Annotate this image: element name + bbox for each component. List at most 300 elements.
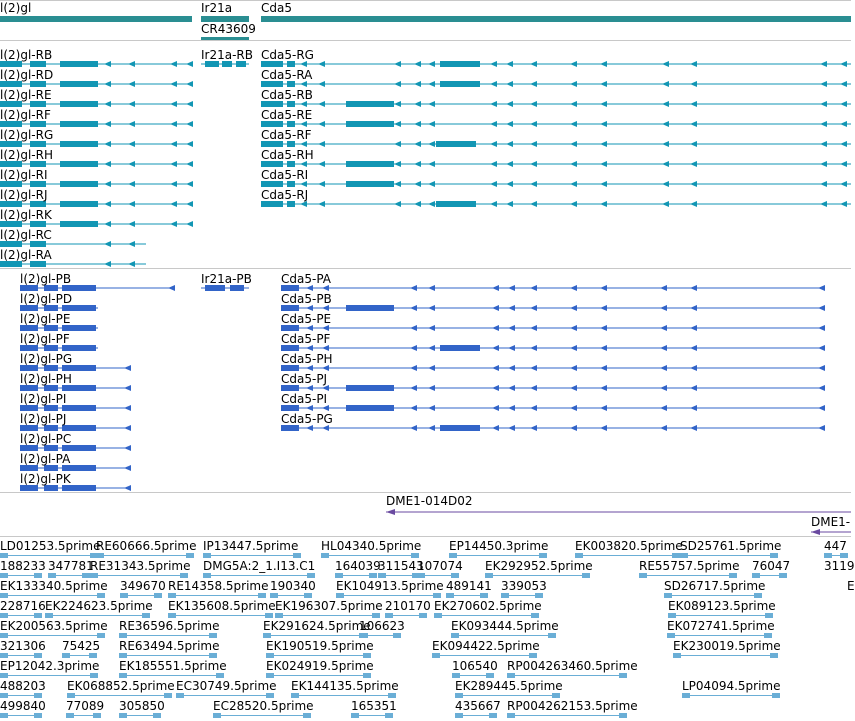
protein-cda5-7-block[interactable] [440, 425, 480, 431]
est-feature-line-15[interactable] [485, 575, 590, 576]
est-feature-line-30[interactable] [168, 615, 273, 616]
gene-bar-cda5[interactable] [261, 16, 851, 22]
est-label-58[interactable]: 499840 [0, 699, 46, 713]
est-label-54[interactable]: EC30749.5prime [176, 679, 277, 693]
est-feature-block-5[interactable] [575, 553, 583, 558]
protein-label-l2gl-7[interactable]: l(2)gl-PJ [20, 412, 67, 426]
est-feature-block-57[interactable] [682, 693, 690, 698]
est-feature-block-33[interactable] [531, 613, 539, 618]
est-feature-block-6[interactable] [770, 553, 778, 558]
est-feature-line-6[interactable] [680, 555, 778, 556]
est-label-11[interactable]: DMG5A:2_1.I13.C1 [203, 559, 316, 573]
est-feature-block-53[interactable] [67, 693, 75, 698]
est-feature-block-2[interactable] [203, 553, 211, 558]
est-label-2[interactable]: IP13447.5prime [203, 539, 299, 553]
transcript-label-l2gl-8[interactable]: l(2)gl-RK [0, 208, 52, 222]
est-label-17[interactable]: 76047 [752, 559, 791, 573]
protein-label-ir21a-pb[interactable]: Ir21a-PB [201, 272, 252, 286]
transcript-label-cda5-2[interactable]: Cda5-RB [261, 88, 313, 102]
gene-label-ir21a[interactable]: Ir21a [201, 1, 233, 15]
est-feature-block-49[interactable] [266, 673, 274, 678]
est-feature-block-8[interactable] [0, 573, 8, 578]
est-feature-block-16[interactable] [729, 573, 737, 578]
est-feature-line-64[interactable] [507, 715, 627, 716]
est-label-44[interactable]: EK190519.5prime [266, 639, 374, 653]
est-feature-block-19[interactable] [0, 593, 8, 598]
est-feature-block-24[interactable] [446, 593, 454, 598]
est-label-48[interactable]: EK185551.5prime [119, 659, 227, 673]
est-label-19[interactable]: EK133340.5prime [0, 579, 108, 593]
est-label-40[interactable]: EK072741.5prime [667, 619, 775, 633]
est-feature-block-60[interactable] [153, 713, 161, 718]
transcript-l2gl-4-exon[interactable] [60, 141, 98, 147]
est-feature-block-64[interactable] [507, 713, 515, 718]
est-label-15[interactable]: EK292952.5prime [485, 559, 593, 573]
protein-cda5-3-block[interactable] [440, 345, 480, 351]
est-feature-block-42[interactable] [62, 653, 70, 658]
protein-cda5-6-block[interactable] [346, 405, 394, 411]
est-feature-line-55[interactable] [291, 695, 396, 696]
est-feature-block-3[interactable] [321, 553, 329, 558]
est-label-30[interactable]: EK135608.5prime [168, 599, 276, 613]
est-feature-block-21[interactable] [258, 593, 266, 598]
est-feature-block-34[interactable] [668, 613, 676, 618]
est-label-60[interactable]: 305850 [119, 699, 165, 713]
gene-label-cda5[interactable]: Cda5 [261, 1, 292, 15]
est-feature-block-55[interactable] [291, 693, 299, 698]
est-feature-block-1[interactable] [96, 553, 104, 558]
est-feature-block-25[interactable] [535, 593, 543, 598]
est-feature-block-52[interactable] [34, 693, 42, 698]
est-feature-block-4[interactable] [539, 553, 547, 558]
transcript-label-l2gl-6[interactable]: l(2)gl-RI [0, 168, 48, 182]
est-feature-block-59[interactable] [66, 713, 74, 718]
est-feature-block-51[interactable] [619, 673, 627, 678]
est-feature-block-39[interactable] [548, 633, 556, 638]
protein-label-cda5-5[interactable]: Cda5-PJ [281, 372, 328, 386]
est-feature-block-43[interactable] [209, 653, 217, 658]
est-label-6[interactable]: SD25761.5prime [680, 539, 782, 553]
est-label-29[interactable]: EK224623.5prime [45, 599, 153, 613]
est-feature-line-4[interactable] [449, 555, 547, 556]
protein-label-l2gl-5[interactable]: l(2)gl-PH [20, 372, 72, 386]
est-feature-block-61[interactable] [303, 713, 311, 718]
est-feature-line-5[interactable] [575, 555, 680, 556]
transcript-label-cda5-3[interactable]: Cda5-RE [261, 108, 313, 122]
transcript-label-cda5-5[interactable]: Cda5-RH [261, 148, 314, 162]
est-feature-line-29[interactable] [45, 615, 150, 616]
protein-label-cda5-1[interactable]: Cda5-PB [281, 292, 332, 306]
est-feature-block-41[interactable] [0, 653, 8, 658]
transcript-cda5-7-line[interactable] [261, 204, 851, 205]
est-label-0[interactable]: LD01253.5prime [0, 539, 101, 553]
est-label-9[interactable]: 347781 [48, 559, 94, 573]
transcript-cda5-4-line[interactable] [261, 144, 851, 145]
est-label-21[interactable]: RE14358.5prime [168, 579, 269, 593]
est-feature-block-23[interactable] [336, 593, 344, 598]
est-feature-block-44[interactable] [266, 653, 274, 658]
protein-cda5-7-line[interactable] [281, 428, 821, 429]
est-label-41[interactable]: 321306 [0, 639, 46, 653]
est-label-33[interactable]: EK270602.5prime [434, 599, 542, 613]
est-feature-block-28[interactable] [0, 613, 8, 618]
protein-cda5-2-line[interactable] [281, 328, 821, 329]
est-label-16[interactable]: RE55757.5prime [639, 559, 740, 573]
est-feature-line-49[interactable] [266, 675, 371, 676]
est-label-12[interactable]: 164039 [335, 559, 381, 573]
est-feature-block-15[interactable] [485, 573, 493, 578]
transcript-label-l2gl-10[interactable]: l(2)gl-RA [0, 248, 52, 262]
est-feature-block-56[interactable] [552, 693, 560, 698]
est-label-55[interactable]: EK144135.5prime [291, 679, 399, 693]
est-feature-block-25[interactable] [501, 593, 509, 598]
est-label-57[interactable]: LP04094.5prime [682, 679, 781, 693]
est-feature-block-9[interactable] [48, 573, 56, 578]
est-label-35[interactable]: EK200563.5prime [0, 619, 108, 633]
transcript-label-cda5-7[interactable]: Cda5-RJ [261, 188, 309, 202]
est-feature-line-39[interactable] [451, 635, 556, 636]
est-feature-block-42[interactable] [89, 653, 97, 658]
est-label-32[interactable]: 210170 [385, 599, 431, 613]
est-feature-block-46[interactable] [770, 653, 778, 658]
est-feature-line-23[interactable] [336, 595, 441, 596]
est-feature-block-50[interactable] [452, 673, 460, 678]
est-label-25[interactable]: 339053 [501, 579, 547, 593]
est-feature-block-58[interactable] [0, 713, 8, 718]
est-feature-block-22[interactable] [270, 593, 278, 598]
est-feature-block-15[interactable] [582, 573, 590, 578]
est-label-34[interactable]: EK089123.5prime [668, 599, 776, 613]
est-feature-line-44[interactable] [266, 655, 371, 656]
est-feature-block-47[interactable] [90, 673, 98, 678]
est-label-8[interactable]: 188233 [0, 559, 46, 573]
transcript-label-l2gl-4[interactable]: l(2)gl-RG [0, 128, 54, 142]
est-feature-line-57[interactable] [682, 695, 780, 696]
est-label-47[interactable]: EP12042.3prime [0, 659, 100, 673]
est-feature-line-51[interactable] [507, 675, 627, 676]
transcript-label-l2gl-1[interactable]: l(2)gl-RD [0, 68, 54, 82]
est-feature-block-40[interactable] [667, 633, 675, 638]
est-feature-block-1[interactable] [186, 553, 194, 558]
transcript-l2gl-1-exon[interactable] [60, 81, 98, 87]
est-label-43[interactable]: RE63494.5prime [119, 639, 220, 653]
est-feature-line-21[interactable] [168, 595, 266, 596]
est-label-26[interactable]: SD26717.5prime [664, 579, 766, 593]
est-feature-block-23[interactable] [433, 593, 441, 598]
est-feature-line-43[interactable] [119, 655, 217, 656]
est-feature-block-17[interactable] [752, 573, 760, 578]
est-feature-block-35[interactable] [97, 633, 105, 638]
est-feature-block-53[interactable] [164, 693, 172, 698]
est-feature-block-64[interactable] [619, 713, 627, 718]
transcript-label-l2gl-2[interactable]: l(2)gl-RE [0, 88, 52, 102]
transcript-l2gl-5-exon[interactable] [60, 161, 98, 167]
est-feature-block-48[interactable] [216, 673, 224, 678]
protein-label-cda5-6[interactable]: Cda5-PI [281, 392, 328, 406]
est-feature-block-32[interactable] [385, 613, 393, 618]
est-feature-block-43[interactable] [119, 653, 127, 658]
est-feature-block-13[interactable] [378, 573, 386, 578]
gene-bar-l2gl[interactable] [0, 16, 192, 22]
protein-cda5-4-line[interactable] [281, 368, 821, 369]
est-label-14[interactable]: 107074 [417, 559, 463, 573]
transcript-label-cda5-6[interactable]: Cda5-RI [261, 168, 309, 182]
protein-cda5-3-line[interactable] [281, 348, 821, 349]
est-label-27[interactable]: E [847, 579, 855, 593]
est-feature-block-0[interactable] [0, 553, 8, 558]
est-label-50[interactable]: 106540 [452, 659, 498, 673]
est-feature-line-11[interactable] [203, 575, 315, 576]
transcript-l2gl-6-exon[interactable] [60, 181, 98, 187]
est-feature-block-10[interactable] [90, 573, 98, 578]
est-label-31[interactable]: EK196307.5prime [275, 599, 383, 613]
est-feature-block-56[interactable] [455, 693, 463, 698]
est-feature-block-61[interactable] [213, 713, 221, 718]
est-feature-line-3[interactable] [321, 555, 419, 556]
protein-label-cda5-0[interactable]: Cda5-PA [281, 272, 331, 286]
est-feature-block-29[interactable] [142, 613, 150, 618]
transcript-l2gl-8-exon[interactable] [60, 221, 98, 227]
transcript-label-cda5-0[interactable]: Cda5-RG [261, 48, 314, 62]
est-feature-block-40[interactable] [764, 633, 772, 638]
transcript-l2gl-2-exon[interactable] [60, 101, 98, 107]
transcript-l2gl-0-exon[interactable] [60, 61, 98, 67]
transcript-l2gl-7-exon[interactable] [60, 201, 98, 207]
est-feature-block-34[interactable] [765, 613, 773, 618]
est-feature-line-2[interactable] [203, 555, 301, 556]
est-label-36[interactable]: RE36596.5prime [119, 619, 220, 633]
est-label-20[interactable]: 349670 [120, 579, 166, 593]
est-label-49[interactable]: EK024919.5prime [266, 659, 374, 673]
transcript-cda5-6-exon[interactable] [346, 181, 394, 187]
est-label-62[interactable]: 165351 [351, 699, 397, 713]
est-feature-line-47[interactable] [0, 675, 98, 676]
est-label-63[interactable]: 435667 [455, 699, 501, 713]
protein-cda5-0-line[interactable] [281, 288, 821, 289]
protein-label-l2gl-6[interactable]: l(2)gl-PI [20, 392, 67, 406]
est-feature-line-31[interactable] [275, 615, 380, 616]
est-feature-block-49[interactable] [363, 673, 371, 678]
est-feature-block-36[interactable] [119, 633, 127, 638]
est-feature-block-12[interactable] [369, 573, 377, 578]
transcript-l2gl-3-exon[interactable] [60, 121, 98, 127]
est-feature-block-21[interactable] [168, 593, 176, 598]
est-feature-block-31[interactable] [372, 613, 380, 618]
est-feature-line-54[interactable] [176, 695, 274, 696]
est-label-10[interactable]: RE31343.5prime [90, 559, 191, 573]
est-feature-line-37[interactable] [263, 635, 368, 636]
est-feature-block-28[interactable] [34, 613, 42, 618]
transcript-cda5-2-exon[interactable] [346, 101, 394, 107]
est-label-5[interactable]: EK003820.5prime [575, 539, 683, 553]
protein-label-l2gl-0[interactable]: l(2)gl-PB [20, 272, 72, 286]
est-feature-block-63[interactable] [455, 713, 463, 718]
est-feature-block-20[interactable] [120, 593, 128, 598]
est-feature-block-11[interactable] [203, 573, 211, 578]
est-label-42[interactable]: 75425 [62, 639, 101, 653]
protein-cda5-1-block[interactable] [346, 305, 394, 311]
est-feature-block-4[interactable] [449, 553, 457, 558]
est-feature-block-46[interactable] [673, 653, 681, 658]
transcript-cda5-7-exon[interactable] [436, 201, 476, 207]
est-feature-block-32[interactable] [419, 613, 427, 618]
est-feature-block-45[interactable] [529, 653, 537, 658]
est-feature-block-58[interactable] [34, 713, 42, 718]
est-feature-block-36[interactable] [209, 633, 217, 638]
gene-label-cr43609[interactable]: CR43609 [201, 22, 256, 36]
est-feature-line-16[interactable] [639, 575, 737, 576]
est-feature-block-19[interactable] [97, 593, 105, 598]
est-feature-block-48[interactable] [119, 673, 127, 678]
est-feature-block-29[interactable] [45, 613, 53, 618]
est-feature-block-14[interactable] [417, 573, 425, 578]
protein-label-cda5-3[interactable]: Cda5-PF [281, 332, 331, 346]
transcript-cda5-3-exon[interactable] [346, 121, 394, 127]
est-feature-block-9[interactable] [82, 573, 90, 578]
est-label-61[interactable]: EC28520.5prime [213, 699, 314, 713]
est-label-18[interactable]: 3119 [824, 559, 855, 573]
transcript-label-ir21a-rb[interactable]: Ir21a-RB [201, 48, 253, 62]
est-feature-block-38[interactable] [359, 633, 367, 638]
est-label-13[interactable]: 311543 [378, 559, 424, 573]
est-feature-block-41[interactable] [34, 653, 42, 658]
protein-label-cda5-2[interactable]: Cda5-PE [281, 312, 332, 326]
est-feature-block-62[interactable] [351, 713, 359, 718]
est-feature-line-61[interactable] [213, 715, 311, 716]
est-label-22[interactable]: 190340 [270, 579, 316, 593]
est-feature-line-33[interactable] [434, 615, 539, 616]
transcript-cda5-4-exon[interactable] [436, 141, 476, 147]
transcript-cda5-0-line[interactable] [261, 64, 851, 65]
est-feature-block-5[interactable] [672, 553, 680, 558]
transcript-cda5-1-exon[interactable] [440, 81, 480, 87]
est-feature-block-20[interactable] [154, 593, 162, 598]
est-feature-block-35[interactable] [0, 633, 8, 638]
transcript-label-l2gl-9[interactable]: l(2)gl-RC [0, 228, 52, 242]
est-feature-block-55[interactable] [388, 693, 396, 698]
est-feature-block-24[interactable] [480, 593, 488, 598]
est-feature-line-48[interactable] [119, 675, 224, 676]
est-label-59[interactable]: 77089 [66, 699, 105, 713]
est-feature-line-10[interactable] [90, 575, 188, 576]
clone-label-dme1-partial[interactable]: DME1- [811, 515, 851, 529]
protein-label-l2gl-9[interactable]: l(2)gl-PA [20, 452, 71, 466]
est-label-37[interactable]: EK291624.5prime [263, 619, 371, 633]
est-feature-line-46[interactable] [673, 655, 778, 656]
est-feature-block-59[interactable] [93, 713, 101, 718]
est-feature-block-39[interactable] [451, 633, 459, 638]
est-feature-block-2[interactable] [293, 553, 301, 558]
est-label-24[interactable]: 489141 [446, 579, 492, 593]
est-feature-block-14[interactable] [451, 573, 459, 578]
est-feature-block-7[interactable] [840, 553, 848, 558]
est-feature-line-19[interactable] [0, 595, 105, 596]
clone-dme1-014d02-line[interactable] [386, 512, 851, 513]
est-label-46[interactable]: EK230019.5prime [673, 639, 781, 653]
est-feature-line-34[interactable] [668, 615, 773, 616]
est-label-23[interactable]: EK104913.5prime [336, 579, 444, 593]
est-feature-block-31[interactable] [275, 613, 283, 618]
est-feature-block-30[interactable] [168, 613, 176, 618]
est-feature-block-62[interactable] [385, 713, 393, 718]
transcript-label-l2gl-7[interactable]: l(2)gl-RJ [0, 188, 48, 202]
transcript-label-cda5-4[interactable]: Cda5-RF [261, 128, 312, 142]
est-label-53[interactable]: EK068852.5prime [67, 679, 175, 693]
protein-l2gl-6-block[interactable] [62, 405, 96, 411]
est-feature-line-0[interactable] [0, 555, 98, 556]
est-feature-block-45[interactable] [432, 653, 440, 658]
est-feature-block-3[interactable] [411, 553, 419, 558]
est-feature-block-17[interactable] [779, 573, 787, 578]
transcript-cda5-5-exon[interactable] [346, 161, 394, 167]
est-feature-block-57[interactable] [772, 693, 780, 698]
est-label-28[interactable]: 228716 [0, 599, 46, 613]
est-feature-line-36[interactable] [119, 635, 217, 636]
est-feature-block-8[interactable] [34, 573, 42, 578]
est-label-52[interactable]: 488203 [0, 679, 46, 693]
gene-label-l2gl[interactable]: l(2)gl [0, 1, 32, 15]
est-label-56[interactable]: EK289445.5prime [455, 679, 563, 693]
protein-cda5-5-block[interactable] [346, 385, 394, 391]
est-feature-block-47[interactable] [0, 673, 8, 678]
est-feature-block-50[interactable] [486, 673, 494, 678]
protein-label-l2gl-2[interactable]: l(2)gl-PE [20, 312, 71, 326]
est-feature-block-26[interactable] [754, 593, 762, 598]
est-feature-block-37[interactable] [263, 633, 271, 638]
est-feature-block-10[interactable] [180, 573, 188, 578]
est-label-7[interactable]: 447 [824, 539, 847, 553]
est-feature-line-26[interactable] [664, 595, 762, 596]
protein-label-cda5-7[interactable]: Cda5-PG [281, 412, 333, 426]
transcript-label-l2gl-0[interactable]: l(2)gl-RB [0, 48, 53, 62]
est-feature-line-45[interactable] [432, 655, 537, 656]
est-feature-block-60[interactable] [119, 713, 127, 718]
est-feature-line-1[interactable] [96, 555, 194, 556]
est-label-1[interactable]: RE60666.5prime [96, 539, 197, 553]
transcript-label-l2gl-3[interactable]: l(2)gl-RF [0, 108, 51, 122]
est-feature-block-54[interactable] [266, 693, 274, 698]
est-feature-line-35[interactable] [0, 635, 105, 636]
est-feature-block-7[interactable] [824, 553, 832, 558]
protein-label-l2gl-8[interactable]: l(2)gl-PC [20, 432, 72, 446]
est-feature-block-63[interactable] [489, 713, 497, 718]
est-feature-block-26[interactable] [664, 593, 672, 598]
est-feature-block-12[interactable] [335, 573, 343, 578]
est-label-51[interactable]: RP004263460.5prime [507, 659, 638, 673]
est-feature-block-30[interactable] [265, 613, 273, 618]
protein-l2gl-7-block[interactable] [62, 425, 96, 431]
est-label-4[interactable]: EP14450.3prime [449, 539, 549, 553]
est-label-3[interactable]: HL04340.5prime [321, 539, 422, 553]
est-feature-block-11[interactable] [307, 573, 315, 578]
est-label-45[interactable]: EK094422.5prime [432, 639, 540, 653]
est-feature-line-56[interactable] [455, 695, 560, 696]
est-feature-block-16[interactable] [639, 573, 647, 578]
est-feature-block-44[interactable] [363, 653, 371, 658]
est-label-38[interactable]: 106623 [359, 619, 405, 633]
est-label-39[interactable]: EK093444.5prime [451, 619, 559, 633]
est-feature-block-51[interactable] [507, 673, 515, 678]
est-feature-line-53[interactable] [67, 695, 172, 696]
est-feature-block-6[interactable] [680, 553, 688, 558]
est-feature-block-33[interactable] [434, 613, 442, 618]
protein-label-l2gl-4[interactable]: l(2)gl-PG [20, 352, 73, 366]
est-feature-line-40[interactable] [667, 635, 772, 636]
protein-label-cda5-4[interactable]: Cda5-PH [281, 352, 333, 366]
protein-label-l2gl-1[interactable]: l(2)gl-PD [20, 292, 73, 306]
clone-label-dme1-014d02[interactable]: DME1-014D02 [386, 494, 473, 508]
protein-label-l2gl-3[interactable]: l(2)gl-PF [20, 332, 70, 346]
